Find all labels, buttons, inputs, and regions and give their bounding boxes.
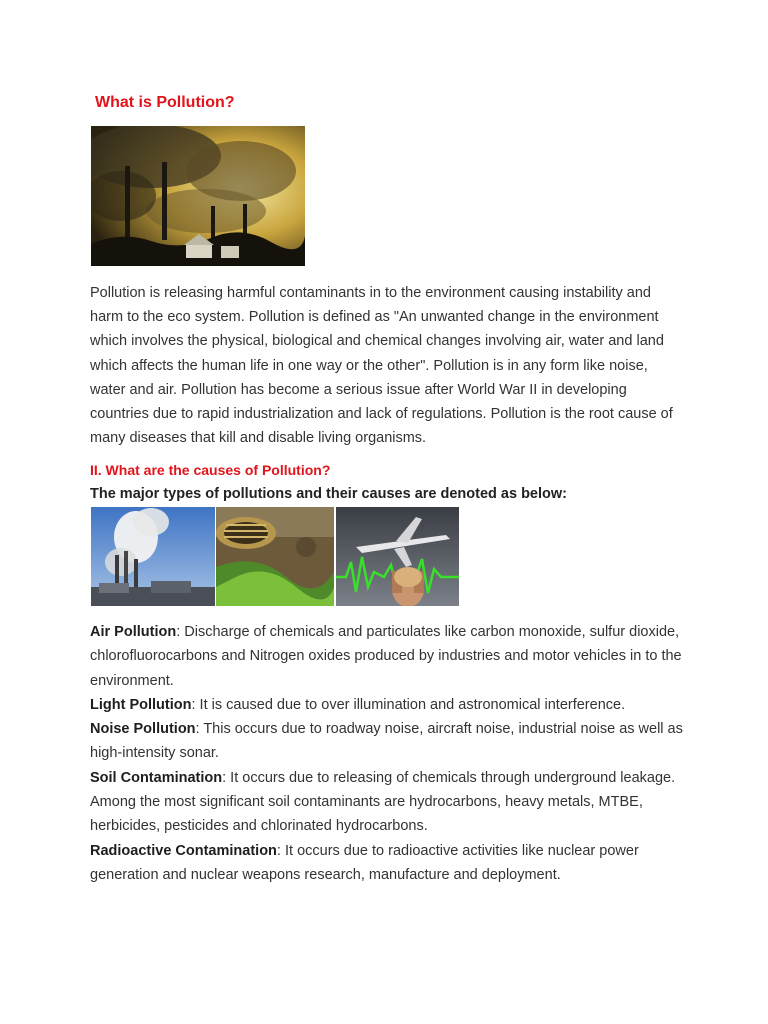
pollution-type-term: Soil Contamination [90,769,223,786]
pollution-type-term: Radioactive Contamination [90,842,277,859]
section-causes-heading: II. What are the causes of Pollution? [90,462,331,478]
page-title: What is Pollution? [95,94,235,111]
factory-smokestacks-illustration [91,126,305,266]
pollution-types-list [90,620,685,887]
pollution-type-term: Air Pollution [90,624,177,640]
section-causes-subheading: The major types of pollutions and their causes are denoted as below: [90,486,567,502]
pollution-type-term: Noise Pollution [90,721,196,738]
list-item [90,839,685,888]
industrial-smoke-image [91,507,215,606]
pollution-type-desc: : It occurs due to radioactive activities like nuclear power generation and nuclear weapons research, manufacture and deployment. [90,842,639,883]
sewage-pipe-image [216,507,334,606]
industrial-smoke-illustration [91,507,215,606]
sewage-pipe-illustration [216,507,334,606]
list-item [90,717,685,766]
pollution-type-desc: : Discharge of chemicals and particulates like carbon monoxide, sulfur dioxide, chlorofluorocarbons and Nitrogen oxides produced by industries and motor vehicles in to the environment. [90,624,682,689]
aircraft-noise-image [336,507,459,606]
pollution-type-desc: : It is caused due to over illumination and astronomical interference. [191,696,626,713]
pollution-type-desc: : This occurs due to roadway noise, aircraft noise, industrial noise as well as high-intensity sonar. [90,721,683,762]
list-item [90,693,685,717]
factory-smokestacks-image [91,126,305,266]
list-item [90,766,685,839]
pollution-type-desc: : It occurs due to releasing of chemicals through underground leakage. Among the most significant soil contaminants are hydrocarbons, heavy metals, MTBE, herbicides, pesticides and chlorinated hydrocarbons. [90,769,676,835]
pollution-type-term: Light Pollution [90,696,192,713]
aircraft-noise-illustration [336,507,459,606]
intro-paragraph: Pollution is releasing harmful contaminants in to the environment causing instability and harm to the eco system. Pollution is defined as "An unwanted change in the environment which involves the physical, biological and chemical changes involving air, water and land which affects the human life in one way or the other". Pollution is in any form like noise, water and air. Pollution has become a serious issue after World War II in developing countries due to rapid industrialization and lack of regulations. Pollution is the root cause of many diseases that kill and disable living organisms. [90,285,673,447]
list-item [90,620,685,693]
